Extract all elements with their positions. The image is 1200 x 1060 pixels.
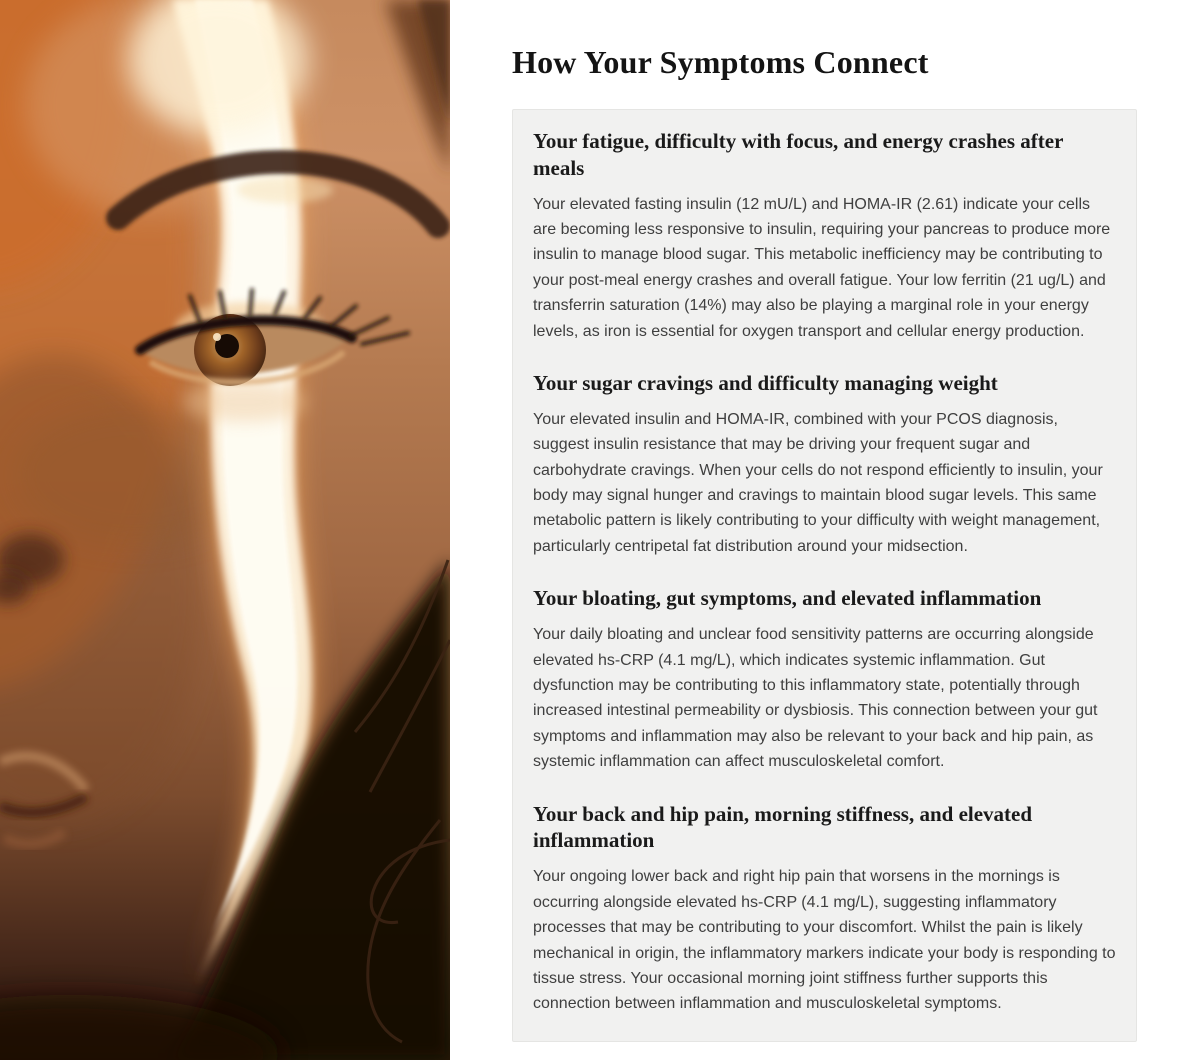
page-title: How Your Symptoms Connect <box>512 44 929 80</box>
section-body: Your elevated insulin and HOMA-IR, combined with your PCOS diagnosis, suggest insulin resistance that may be driving your frequent sugar and carbohydrate cravings. When your cells do not respond efficiently to insulin, your body may signal hunger and cravings to maintain blood sugar levels. This same metabolic pattern is likely contributing to your difficulty with weight management, particularly centripetal fat distribution around your midsection. <box>533 410 1103 555</box>
section-heading: Your back and hip pain, morning stiffness, and elevated inflammation <box>533 801 1033 853</box>
connection-section-bloating <box>533 585 1116 774</box>
section-body: Your ongoing lower back and right hip pain that worsens in the mornings is occurring alongside elevated hs-CRP (4.1 mg/L), suggesting inflammatory processes that may be contributing to your discomfort. Whilst the pain is likely mechanical in origin, the inflammatory markers indicate your body is responding to tissue stress. Your occasional morning joint stiffness further supports this connection between inflammation and musculoskeletal symptoms. <box>533 868 1116 1013</box>
section-body: Your elevated fasting insulin (12 mU/L) and HOMA-IR (2.61) indicate your cells are becoming less responsive to insulin, requiring your pancreas to produce more insulin to manage blood sugar. This metabolic inefficiency may be contributing to your post-meal energy crashes and overall fatigue. Your low ferritin (21 ug/L) and transferrin saturation (14%) may also be playing a marginal role in your energy levels, as iron is essential for oxygen transport and cellular energy production. <box>533 195 1111 340</box>
connection-section-back-pain <box>533 801 1116 1017</box>
section-heading: Your bloating, gut symptoms, and elevated inflammation <box>533 586 1042 611</box>
section-heading: Your sugar cravings and difficulty managing weight <box>533 370 998 395</box>
connection-section-cravings <box>533 370 1116 559</box>
section-body: Your daily bloating and unclear food sensitivity patterns are occurring alongside elevated hs-CRP (4.1 mg/L), which indicates systemic inflammation. Gut dysfunction may be contributing to this inflammatory state, potentially through increased intestinal permeability or dysbiosis. This connection between your gut symptoms and inflammation may also be relevant to your back and hip pain, as systemic inflammation can affect musculoskeletal comfort. <box>533 626 1098 771</box>
portrait-photo-art <box>0 0 450 1060</box>
report-content <box>512 0 1137 1060</box>
portrait-photo <box>0 0 450 1060</box>
connection-section-fatigue <box>533 128 1116 344</box>
section-heading: Your fatigue, difficulty with focus, and energy crashes after meals <box>533 128 1064 180</box>
symptoms-card <box>512 109 1137 1042</box>
